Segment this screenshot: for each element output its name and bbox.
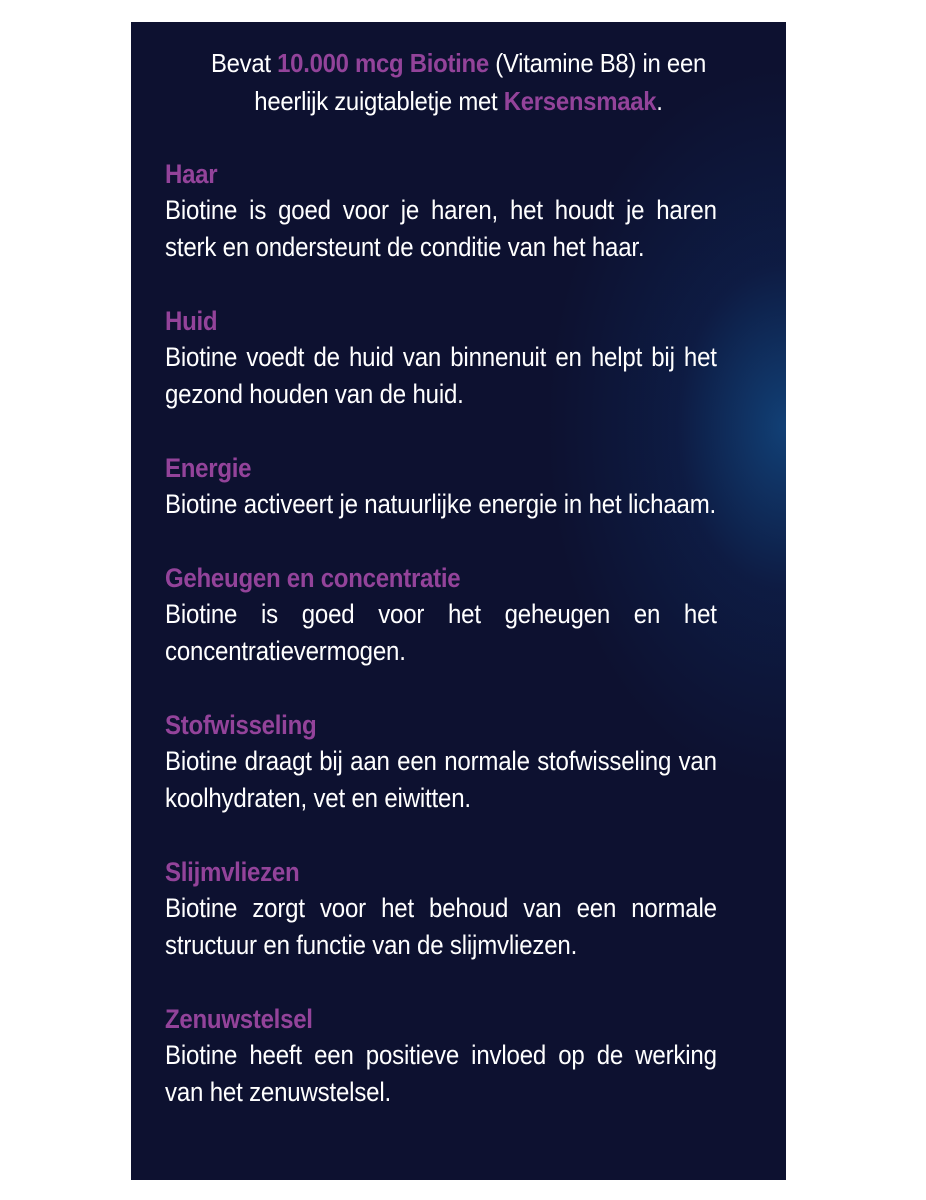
section-title: Zenuwstelsel: [165, 1004, 313, 1034]
section-body: Biotine heeft een positieve invloed op de werking van het zenuwstelsel.: [165, 1040, 717, 1107]
section-body: Biotine draagt bij aan een normale stofwisseling van koolhydraten, vet en eiwitten.: [165, 746, 717, 813]
section-haar: [165, 156, 717, 266]
section-slijmvliezen: [165, 854, 717, 964]
section-title: Energie: [165, 453, 252, 483]
section-energie: [165, 450, 717, 523]
product-info-panel: [131, 22, 786, 1180]
section-body: Biotine is goed voor het geheugen en het concentratievermogen.: [165, 599, 717, 666]
intro-part-2: (Vitamine B8) in een heerlijk zuigtabletje met: [254, 48, 707, 116]
section-body: Biotine is goed voor je haren, het houdt je haren sterk en ondersteunt de conditie van het haar.: [165, 195, 717, 262]
section-huid: [165, 303, 717, 413]
section-body: Biotine voedt de huid van binnenuit en helpt bij het gezond houden van de huid.: [165, 342, 717, 409]
benefit-sections: [165, 156, 785, 1148]
section-title: Geheugen en concentratie: [165, 563, 461, 593]
section-geheugen: [165, 560, 717, 670]
section-body: Biotine activeert je natuurlijke energie in het lichaam.: [165, 489, 717, 519]
section-title: Stofwisseling: [165, 710, 317, 740]
section-stofwisseling: [165, 707, 717, 817]
intro-text: [185, 44, 732, 120]
intro-part-1: Bevat: [210, 48, 278, 78]
intro-highlight-dosage: 10.000 mcg Biotine: [277, 48, 489, 78]
intro-part-3: .: [656, 86, 663, 116]
section-zenuwstelsel: [165, 1001, 717, 1111]
section-body: Biotine zorgt voor het behoud van een normale structuur en functie van de slijmvliezen.: [165, 893, 717, 960]
intro-highlight-flavor: Kersensmaak: [503, 86, 657, 116]
section-title: Slijmvliezen: [165, 857, 300, 887]
section-title: Huid: [165, 306, 218, 336]
section-title: Haar: [165, 159, 218, 189]
